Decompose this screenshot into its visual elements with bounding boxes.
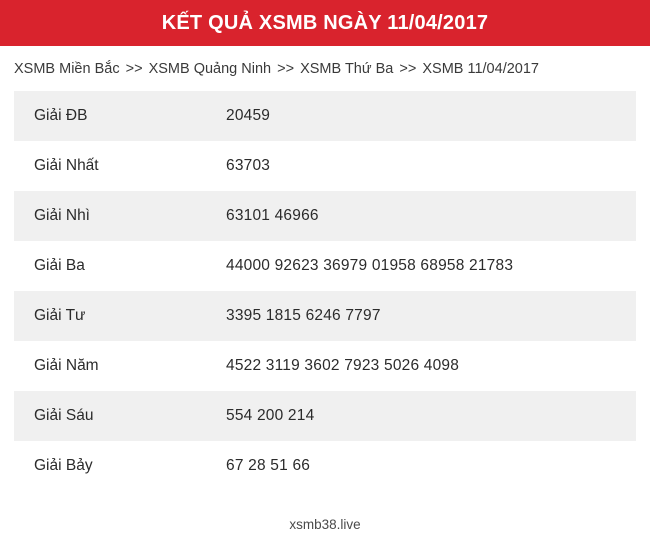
prize-numbers: 63703 [226, 157, 271, 174]
table-row [14, 141, 636, 191]
breadcrumb-separator: >> [399, 61, 417, 77]
table-row [14, 391, 636, 441]
prize-label: Giải Sáu [14, 391, 224, 441]
prize-numbers: 67 28 51 66 [226, 457, 311, 474]
table-row [14, 341, 636, 391]
prize-numbers: 20459 [224, 91, 636, 141]
breadcrumb-item-date[interactable]: XSMB 11/04/2017 [422, 61, 539, 77]
prize-label: Giải ĐB [14, 91, 224, 141]
site-name: xsmb38.live [289, 517, 361, 532]
table-row [14, 441, 636, 491]
prize-numbers: 3395 1815 6246 7797 [224, 291, 636, 341]
prize-numbers: 44000 92623 36979 01958 68958 21783 [226, 257, 514, 274]
breadcrumb-item-region[interactable]: XSMB Miền Bắc [14, 61, 120, 77]
prize-label: Giải Ba [34, 257, 85, 274]
footer [0, 517, 650, 550]
prize-numbers: 4522 3119 3602 7923 5026 4098 [226, 357, 460, 374]
prize-numbers: 63101 46966 [224, 191, 636, 241]
breadcrumb-separator: >> [125, 61, 143, 77]
breadcrumb-item-province[interactable]: XSMB Quảng Ninh [148, 61, 272, 77]
page-title: KẾT QUẢ XSMB NGÀY 11/04/2017 [161, 11, 489, 34]
prize-label: Giải Tư [14, 291, 224, 341]
table-row [14, 191, 636, 241]
results-table [14, 91, 636, 491]
prize-label: Giải Nhì [14, 191, 224, 241]
prize-label: Giải Năm [34, 357, 99, 374]
breadcrumb [0, 46, 650, 91]
table-row [14, 91, 636, 141]
prize-label: Giải Bảy [34, 457, 93, 474]
table-row [14, 241, 636, 291]
breadcrumb-item-weekday[interactable]: XSMB Thứ Ba [300, 61, 394, 77]
breadcrumb-separator: >> [277, 61, 295, 77]
prize-numbers: 554 200 214 [224, 391, 636, 441]
table-row [14, 291, 636, 341]
prize-label: Giải Nhất [34, 157, 99, 174]
page-header [0, 0, 650, 46]
